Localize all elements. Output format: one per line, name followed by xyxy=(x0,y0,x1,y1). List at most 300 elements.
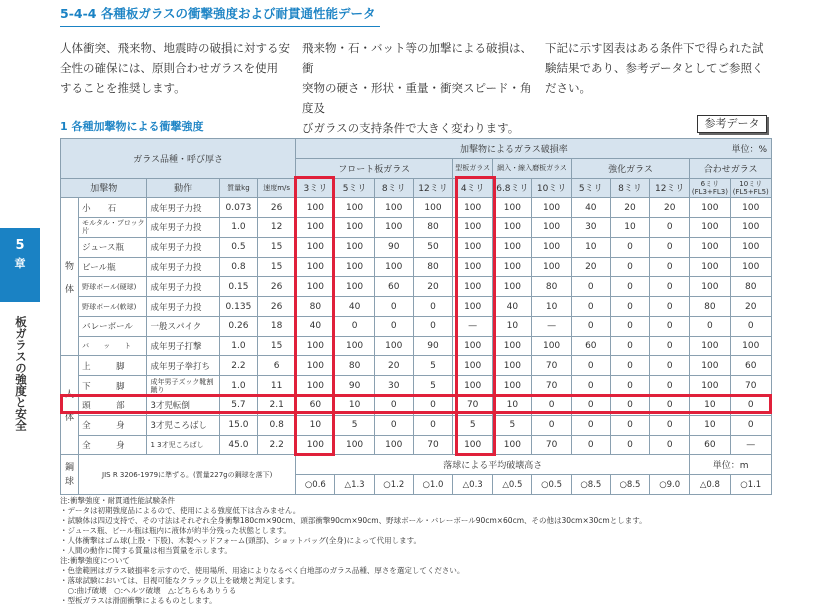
rate-cell: 0 xyxy=(730,395,772,415)
steel-value: △0.8 xyxy=(690,475,730,495)
rate-cell: 100 xyxy=(296,277,335,297)
rate-cell: 70 xyxy=(532,376,571,396)
rate-cell: 10 xyxy=(493,395,532,415)
row-mass: 0.26 xyxy=(219,316,257,336)
intro-line: 全性の確保には、原則合わせガラスを使用 xyxy=(60,61,279,75)
thick-header: 3ミリ xyxy=(296,178,335,198)
rate-cell: 10 xyxy=(532,297,571,317)
rate-cell: 100 xyxy=(730,198,772,218)
rate-cell: 100 xyxy=(690,336,730,356)
table-row xyxy=(61,435,772,455)
row-object: モルタル・ブロック片 xyxy=(79,218,147,238)
rate-cell: 100 xyxy=(453,336,493,356)
rate-cell: 0 xyxy=(413,395,452,415)
thick-sub: (FL3+FL3) xyxy=(691,187,728,196)
rate-cell: 90 xyxy=(374,237,413,257)
rate-cell: 0 xyxy=(650,435,690,455)
notes xyxy=(60,496,780,606)
rate-cell: 100 xyxy=(296,356,335,376)
rate-cell: 0 xyxy=(730,316,772,336)
rate-cell: 0 xyxy=(650,395,690,415)
rate-cell: 20 xyxy=(374,356,413,376)
row-object: 全 身 xyxy=(79,415,147,435)
rate-cell: 30 xyxy=(374,376,413,396)
rate-cell: 100 xyxy=(532,218,571,238)
rate-cell: 80 xyxy=(730,277,772,297)
steel-value: ○1.1 xyxy=(730,475,772,495)
note-line: ・型板ガラスは滑面衝撃によるものとします。 xyxy=(60,596,217,605)
rate-cell: 100 xyxy=(453,435,493,455)
rate-cell: 0 xyxy=(610,257,649,277)
thick-header: 5ミリ xyxy=(571,178,610,198)
rate-cell: 0 xyxy=(571,356,610,376)
row-mass: 1.0 xyxy=(219,218,257,238)
rate-cell: 100 xyxy=(374,257,413,277)
rate-cell: 20 xyxy=(571,257,610,277)
rate-cell: 0 xyxy=(571,316,610,336)
row-action: 成年男子打撃 xyxy=(147,336,219,356)
rate-cell: 60 xyxy=(374,277,413,297)
table-row xyxy=(61,218,772,238)
rate-cell: 0 xyxy=(610,297,649,317)
row-mass: 5.7 xyxy=(219,395,257,415)
rate-cell: 100 xyxy=(532,257,571,277)
rate-cell: 0 xyxy=(610,395,649,415)
float-header: フロート板ガラス xyxy=(296,158,453,178)
row-object: ビール瓶 xyxy=(79,257,147,277)
intro-line: 験結果であり、参考データとしてご参照く xyxy=(545,61,764,75)
row-action: 3才児転倒 xyxy=(147,395,219,415)
rate-cell: — xyxy=(453,316,493,336)
steel-value: ○1.0 xyxy=(413,475,452,495)
object-category xyxy=(61,198,79,356)
cat-char: 物 xyxy=(65,261,75,272)
rate-cell: 80 xyxy=(413,218,452,238)
thick-header: 8ミリ xyxy=(610,178,649,198)
note-line: ・落球試験においては、目視可能なクラック以上を破壊と判定します。 xyxy=(60,576,300,585)
rate-cell: 70 xyxy=(532,435,571,455)
rate-header xyxy=(296,139,772,159)
figured-header: 型板ガラス xyxy=(453,158,493,178)
impact-table xyxy=(60,138,772,495)
rate-cell: 100 xyxy=(296,218,335,238)
note-line: ・試験体は四辺支持で、その寸法はそれぞれ全身衝撃180cm×90cm、頭部衝撃90cm×90cm、野球ボール・バレーボール90cm×60cm、その他は30cm×30cmとします。 xyxy=(60,516,647,525)
rate-cell: 90 xyxy=(413,336,452,356)
page-title: 5-4-4 各種板ガラスの衝撃強度および耐貫通性能データ xyxy=(60,4,380,27)
rate-cell: 0 xyxy=(571,297,610,317)
row-action: 成年男子拳打ち xyxy=(147,356,219,376)
rate-cell: 100 xyxy=(453,297,493,317)
wired-header: 網入・線入磨板ガラス xyxy=(493,158,571,178)
rate-cell: 100 xyxy=(532,237,571,257)
row-object: バ ッ ト xyxy=(79,336,147,356)
rate-cell: 5 xyxy=(413,356,452,376)
act-header: 動作 xyxy=(147,178,219,198)
obj-header: 加撃物 xyxy=(61,178,147,198)
rate-cell: 10 xyxy=(571,237,610,257)
row-action: 3才児ころばし xyxy=(147,415,219,435)
steel-head: 落球による平均破壊高さ xyxy=(296,455,690,475)
rate-cell: 40 xyxy=(335,297,374,317)
steel-value: △0.5 xyxy=(493,475,532,495)
row-object: 上 脚 xyxy=(79,356,147,376)
mass-header: 質量kg xyxy=(219,178,257,198)
rate-cell: 100 xyxy=(493,277,532,297)
intro-line: ださい。 xyxy=(545,81,591,95)
row-speed: 15 xyxy=(258,336,296,356)
steel-value: △1.3 xyxy=(335,475,374,495)
table-row xyxy=(61,415,772,435)
rate-cell: 0 xyxy=(650,257,690,277)
rate-cell: 0 xyxy=(650,297,690,317)
rate-cell: 100 xyxy=(296,237,335,257)
rate-cell: 10 xyxy=(335,395,374,415)
thick-header: 5ミリ xyxy=(335,178,374,198)
rate-cell: 100 xyxy=(453,376,493,396)
rate-cell: 0 xyxy=(650,336,690,356)
rate-cell: 5 xyxy=(493,415,532,435)
rate-cell: 100 xyxy=(453,257,493,277)
rate-cell: 70 xyxy=(730,376,772,396)
rate-cell: 80 xyxy=(296,297,335,317)
steel-value: ○8.5 xyxy=(571,475,610,495)
steel-unit: 単位：m xyxy=(690,455,772,475)
rate-cell: 0 xyxy=(650,237,690,257)
rate-cell: 100 xyxy=(690,237,730,257)
rate-cell: 100 xyxy=(730,336,772,356)
section-title: 1 各種加撃物による衝撃強度 xyxy=(60,120,204,133)
thick-header xyxy=(690,178,730,198)
rate-cell: 0 xyxy=(610,356,649,376)
rate-cell: 100 xyxy=(296,257,335,277)
thick-label: 10ミリ xyxy=(739,179,763,188)
rate-cell: 0 xyxy=(650,415,690,435)
rate-cell: — xyxy=(730,435,772,455)
row-action: 成年男子力投 xyxy=(147,218,219,238)
rate-cell: 0 xyxy=(650,376,690,396)
rate-cell: 100 xyxy=(493,435,532,455)
rate-cell: 100 xyxy=(690,198,730,218)
rate-cell: 60 xyxy=(690,435,730,455)
row-object: 小 石 xyxy=(79,198,147,218)
steel-value: ○1.2 xyxy=(374,475,413,495)
rate-cell: 60 xyxy=(296,395,335,415)
row-action: 1 3才児ころばし xyxy=(147,435,219,455)
table-row xyxy=(61,395,772,415)
rate-cell: 100 xyxy=(335,218,374,238)
rate-cell: 0 xyxy=(610,277,649,297)
row-action: 成年男子力投 xyxy=(147,257,219,277)
table-row xyxy=(61,297,772,317)
rate-cell: 40 xyxy=(571,198,610,218)
human-category xyxy=(61,356,79,455)
row-speed: 11 xyxy=(258,376,296,396)
rate-cell: 20 xyxy=(413,277,452,297)
rate-cell: 100 xyxy=(453,277,493,297)
rate-cell: 100 xyxy=(296,336,335,356)
rate-cell: 30 xyxy=(571,218,610,238)
table-row xyxy=(61,376,772,396)
steel-value: ○0.6 xyxy=(296,475,335,495)
rate-cell: 0 xyxy=(610,316,649,336)
intro-col-2 xyxy=(302,38,542,138)
table-row xyxy=(61,277,772,297)
thick-label: 6ミリ xyxy=(700,179,720,188)
row-speed: 2.1 xyxy=(258,395,296,415)
row-mass: 15.0 xyxy=(219,415,257,435)
rate-cell: 100 xyxy=(730,237,772,257)
rate-cell: 20 xyxy=(650,198,690,218)
glass-header: ガラス品種・呼び厚さ xyxy=(61,139,296,179)
thick-header: 6.8ミリ xyxy=(493,178,532,198)
rate-cell: 0 xyxy=(650,218,690,238)
row-mass: 0.135 xyxy=(219,297,257,317)
cat-char: 球 xyxy=(65,476,75,487)
rate-cell: 0 xyxy=(413,316,452,336)
cat-char: 鋼 xyxy=(65,462,75,473)
note-line: ・人間の動作に関する質量は相当質量を示します。 xyxy=(60,546,232,555)
rate-cell: 70 xyxy=(453,395,493,415)
steel-value: ○9.0 xyxy=(650,475,690,495)
row-object: 野球ボール(硬球) xyxy=(79,277,147,297)
cat-char: 人 xyxy=(65,390,75,401)
rate-cell: 0 xyxy=(571,435,610,455)
speed-header: 速度m/s xyxy=(258,178,296,198)
intro-col-3 xyxy=(545,38,785,98)
rate-cell: 10 xyxy=(690,415,730,435)
row-object: 野球ボール(軟球) xyxy=(79,297,147,317)
rate-cell: 70 xyxy=(413,435,452,455)
rate-cell: 0 xyxy=(610,376,649,396)
rate-cell: 100 xyxy=(690,218,730,238)
chapter-number: 5 xyxy=(15,238,25,253)
rate-cell: 0 xyxy=(610,336,649,356)
rate-cell: 0 xyxy=(650,277,690,297)
rate-cell: 50 xyxy=(413,237,452,257)
rate-cell: 0 xyxy=(571,395,610,415)
rate-cell: 100 xyxy=(453,198,493,218)
reference-badge: 参考データ xyxy=(697,115,767,133)
rate-cell: 5 xyxy=(335,415,374,435)
intro-line: 突物の硬さ・形状・重量・衝突スピード・角度及 xyxy=(302,81,532,115)
rate-cell: 20 xyxy=(610,198,649,218)
rate-cell: 60 xyxy=(571,336,610,356)
steel-value: △0.3 xyxy=(453,475,493,495)
cat-char: 体 xyxy=(65,413,75,424)
row-mass: 1.0 xyxy=(219,336,257,356)
thick-sub: (FL5+FL5) xyxy=(732,187,769,196)
rate-cell: 0 xyxy=(374,415,413,435)
rate-cell: 0 xyxy=(571,376,610,396)
rate-cell: 100 xyxy=(493,198,532,218)
row-speed: 15 xyxy=(258,257,296,277)
tempered-header: 強化ガラス xyxy=(571,158,690,178)
row-object: 全 身 xyxy=(79,435,147,455)
rate-cell: 0 xyxy=(413,415,452,435)
row-mass: 0.073 xyxy=(219,198,257,218)
chapter-tab[interactable] xyxy=(0,228,40,302)
rate-cell: 0 xyxy=(413,297,452,317)
chapter-title: 板ガラスの強度と安全 xyxy=(14,316,28,431)
rate-cell: 0 xyxy=(374,316,413,336)
rate-cell: 100 xyxy=(532,336,571,356)
rate-cell: 100 xyxy=(296,435,335,455)
row-mass: 45.0 xyxy=(219,435,257,455)
rate-cell: 100 xyxy=(493,237,532,257)
rate-cell: 100 xyxy=(493,336,532,356)
rate-cell: 100 xyxy=(730,257,772,277)
row-speed: 15 xyxy=(258,237,296,257)
row-action: 一般スパイク xyxy=(147,316,219,336)
rate-cell: 0 xyxy=(532,395,571,415)
table-row xyxy=(61,336,772,356)
rate-cell: 0 xyxy=(571,277,610,297)
rate-cell: 80 xyxy=(413,257,452,277)
intro-line: 下記に示す図表はある条件下で得られた試 xyxy=(545,41,764,55)
row-speed: 2.2 xyxy=(258,435,296,455)
note-line: ・人体衝撃はゴム球(上股・下股)、木製ヘッドフォーム(頭部)、ショットバッグ(全身)によって代用します。 xyxy=(60,536,422,545)
rate-cell: 0 xyxy=(374,297,413,317)
rate-cell: 0 xyxy=(374,395,413,415)
note-line: 注:衝撃強度について xyxy=(60,556,130,565)
table-row xyxy=(61,198,772,218)
rate-cell: 10 xyxy=(296,415,335,435)
row-action: 成年男子力投 xyxy=(147,277,219,297)
note-line: ・データは初期強度品によるので、使用による強度低下は含みません。 xyxy=(60,506,301,515)
rate-cell: 0 xyxy=(335,316,374,336)
laminated-header: 合わせガラス xyxy=(690,158,772,178)
rate-cell: 100 xyxy=(532,198,571,218)
rate-cell: 100 xyxy=(453,237,493,257)
steel-value: ○0.5 xyxy=(532,475,571,495)
rate-cell: 100 xyxy=(413,198,452,218)
note-line: ・色塗範囲はガラス破損率を示すので、使用場所、用途によりなるべく白地部のガラス品種、厚さを選定してください。 xyxy=(60,566,465,575)
rate-cell: 5 xyxy=(453,415,493,435)
table-row xyxy=(61,257,772,277)
chapter-label: 章 xyxy=(14,257,26,270)
rate-cell: 80 xyxy=(532,277,571,297)
steel-desc: JIS R 3206-1979に準ずる。(質量227gの鋼球を落下) xyxy=(79,455,296,495)
row-mass: 1.0 xyxy=(219,376,257,396)
row-speed: 0.8 xyxy=(258,415,296,435)
rate-cell: 100 xyxy=(493,376,532,396)
rate-cell: 20 xyxy=(730,297,772,317)
rate-cell: 100 xyxy=(493,356,532,376)
rate-cell: 5 xyxy=(413,376,452,396)
rate-cell: 100 xyxy=(374,435,413,455)
row-speed: 12 xyxy=(258,218,296,238)
thick-header: 4ミリ xyxy=(453,178,493,198)
thick-header: 12ミリ xyxy=(413,178,452,198)
row-speed: 26 xyxy=(258,277,296,297)
rate-cell: 80 xyxy=(690,297,730,317)
rate-cell: 10 xyxy=(493,316,532,336)
thick-header: 10ミリ xyxy=(532,178,571,198)
intro-line: 人体衝突、飛来物、地震時の破損に対する安 xyxy=(60,41,290,55)
note-line: ・ジュース瓶、ビール瓶は瓶内に液体が約半分残った状態とします。 xyxy=(60,526,291,535)
row-object: ジュース瓶 xyxy=(79,237,147,257)
row-object: バレーボール xyxy=(79,316,147,336)
row-action: 成年男子ズック靴割蹴り xyxy=(147,376,219,396)
rate-cell: 0 xyxy=(650,356,690,376)
row-object: 下 脚 xyxy=(79,376,147,396)
intro-line: することを推奨します。 xyxy=(60,81,186,95)
intro-line: 飛来物・石・バット等の加撃による破損は、衝 xyxy=(302,41,532,75)
rate-cell: 70 xyxy=(532,356,571,376)
rate-cell: 100 xyxy=(374,336,413,356)
row-speed: 18 xyxy=(258,316,296,336)
row-speed: 26 xyxy=(258,297,296,317)
rate-cell: 80 xyxy=(335,356,374,376)
rate-cell: 100 xyxy=(335,277,374,297)
row-mass: 2.2 xyxy=(219,356,257,376)
steel-value: ○8.5 xyxy=(610,475,649,495)
rate-cell: 100 xyxy=(296,376,335,396)
rate-header-text: 加撃物によるガラス破損率 xyxy=(459,144,568,155)
rate-cell: 90 xyxy=(335,376,374,396)
rate-cell: 100 xyxy=(690,257,730,277)
rate-cell: 0 xyxy=(610,415,649,435)
steel-category xyxy=(61,455,79,495)
rate-cell: 100 xyxy=(374,218,413,238)
row-mass: 0.8 xyxy=(219,257,257,277)
rate-cell: 100 xyxy=(690,277,730,297)
row-speed: 6 xyxy=(258,356,296,376)
rate-cell: 0 xyxy=(650,316,690,336)
rate-cell: 100 xyxy=(335,237,374,257)
table-row xyxy=(61,316,772,336)
rate-unit: 単位：% xyxy=(731,144,767,155)
rate-cell: — xyxy=(532,316,571,336)
thick-header: 12ミリ xyxy=(650,178,690,198)
row-action: 成年男子力投 xyxy=(147,198,219,218)
rate-cell: 0 xyxy=(610,435,649,455)
row-action: 成年男子力投 xyxy=(147,237,219,257)
rate-cell: 100 xyxy=(730,218,772,238)
rate-cell: 100 xyxy=(335,257,374,277)
rate-cell: 40 xyxy=(493,297,532,317)
cat-char: 体 xyxy=(65,284,75,295)
rate-cell: 60 xyxy=(730,356,772,376)
rate-cell: 0 xyxy=(532,415,571,435)
intro-line: びガラスの支持条件で大きく変わります。 xyxy=(302,121,520,135)
thick-header: 8ミリ xyxy=(374,178,413,198)
row-action: 成年男子力投 xyxy=(147,297,219,317)
note-line: ○:曲げ破壊 ○:ヘルツ破壊 △:どちらもありうる xyxy=(60,586,237,595)
rate-cell: 100 xyxy=(453,218,493,238)
rate-cell: 0 xyxy=(610,237,649,257)
note-line: 注:衝撃強度・耐貫通性能試験条件 xyxy=(60,496,176,505)
row-mass: 0.15 xyxy=(219,277,257,297)
rate-cell: 10 xyxy=(690,395,730,415)
rate-cell: 100 xyxy=(335,198,374,218)
rate-cell: 40 xyxy=(296,316,335,336)
thick-header xyxy=(730,178,772,198)
table-row xyxy=(61,356,772,376)
rate-cell: 0 xyxy=(730,415,772,435)
intro-col-1 xyxy=(60,38,300,98)
rate-cell: 100 xyxy=(690,356,730,376)
rate-cell: 10 xyxy=(610,218,649,238)
rate-cell: 100 xyxy=(453,356,493,376)
rate-cell: 100 xyxy=(296,198,335,218)
rate-cell: 0 xyxy=(571,415,610,435)
table-row xyxy=(61,237,772,257)
rate-cell: 100 xyxy=(493,257,532,277)
row-speed: 26 xyxy=(258,198,296,218)
rate-cell: 100 xyxy=(493,218,532,238)
rate-cell: 100 xyxy=(690,376,730,396)
